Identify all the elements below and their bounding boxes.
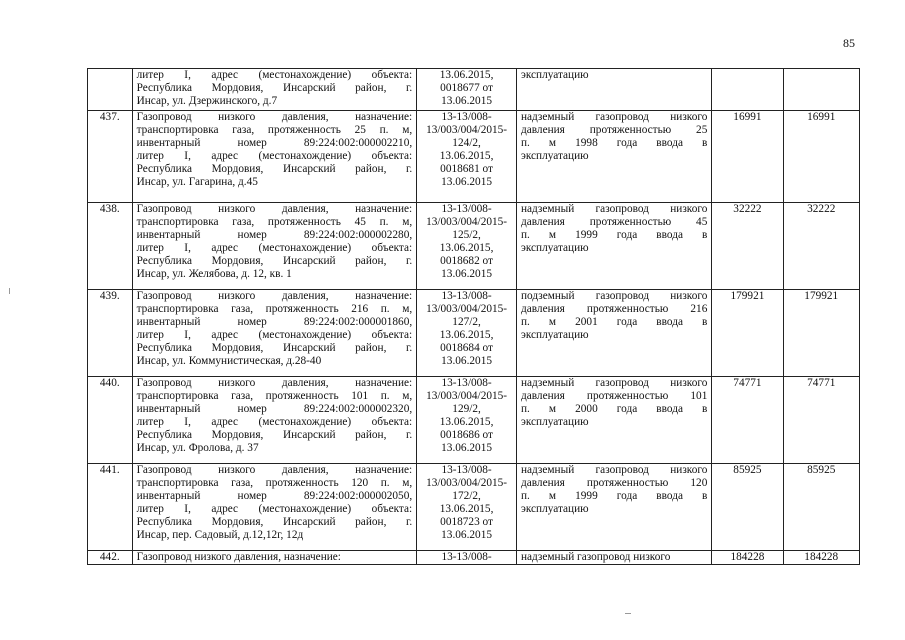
registration-record (417, 551, 517, 565)
residual-value: 179921 (783, 290, 860, 377)
object-description-line: Республика Мордовия, Инсарский район, г. (136, 255, 413, 267)
object-description-line: транспортировка газа, протяженность 101 п. м, (136, 390, 413, 402)
object-description (132, 69, 417, 111)
object-characteristics-line: эксплуатацию (520, 242, 589, 254)
registration-record-line: 0018686 от (440, 429, 493, 441)
residual-value: 16991 (783, 111, 860, 203)
object-description-line: Инсар, ул. Гагарина, д.45 (136, 176, 258, 188)
table-row (88, 551, 860, 565)
registration-record-line: 13.06.2015 (441, 355, 492, 367)
object-characteristics-line: п. м 1998 года ввода в (520, 137, 708, 149)
object-description-line: Газопровод низкого давления, назначение: (136, 290, 413, 302)
registration-record-line: 0018682 от (440, 255, 493, 267)
object-characteristics-line: давления протяженностью 25 (520, 124, 708, 136)
registration-record-line: 172/2, (452, 490, 481, 502)
object-description-line: Республика Мордовия, Инсарский район, г. (136, 163, 413, 175)
scan-mark (625, 613, 631, 614)
object-characteristics-line: п. м 1999 года ввода в (520, 229, 708, 241)
object-characteristics-line: надземный газопровод низкого (520, 203, 708, 215)
registration-record (417, 377, 517, 464)
object-characteristics-line: давления протяженностью 120 (520, 477, 708, 489)
object-characteristics-line: эксплуатацию (520, 150, 589, 162)
book-value: 184228 (712, 551, 783, 565)
object-description-line: литер I, адрес (местонахождение) объекта: (136, 242, 413, 254)
registration-record-line: 13.06.2015 (441, 529, 492, 541)
row-number: 439. (88, 290, 133, 377)
registration-record-line: 13.06.2015, (439, 503, 494, 515)
object-description-line: литер I, адрес (местонахождение) объекта: (136, 416, 413, 428)
scan-mark (9, 288, 10, 294)
registration-record-line: 13/003/004/2015- (426, 216, 508, 228)
object-characteristics-line: надземный газопровод низкого (520, 551, 671, 563)
registration-record-line: 13/003/004/2015- (426, 390, 508, 402)
object-description-line: литер I, адрес (местонахождение) объекта: (136, 503, 413, 515)
registration-record (417, 203, 517, 290)
object-description-line: Газопровод низкого давления, назначение: (136, 551, 341, 563)
row-number: 441. (88, 464, 133, 551)
object-characteristics-line: п. м 1999 года ввода в (520, 490, 708, 502)
object-description-line: транспортировка газа, протяженность 216 п. м, (136, 303, 413, 315)
object-description-line: литер I, адрес (местонахождение) объекта: (136, 329, 413, 341)
book-value: 74771 (712, 377, 783, 464)
object-characteristics (516, 111, 711, 203)
registration-record-line: 13-13/008- (441, 377, 492, 389)
object-description-line: транспортировка газа, протяженность 45 п. м, (136, 216, 413, 228)
object-characteristics (516, 203, 711, 290)
book-value: 179921 (712, 290, 783, 377)
object-characteristics (516, 290, 711, 377)
registration-record-line: 13/003/004/2015- (426, 303, 508, 315)
residual-value (783, 69, 860, 111)
row-number: 442. (88, 551, 133, 565)
registration-record (417, 111, 517, 203)
registration-record-line: 124/2, (452, 137, 481, 149)
residual-value: 74771 (783, 377, 860, 464)
registration-record (417, 290, 517, 377)
object-characteristics-line: надземный газопровод низкого (520, 111, 708, 123)
book-value (712, 69, 783, 111)
object-characteristics (516, 69, 711, 111)
object-description (132, 464, 417, 551)
object-description-line: Республика Мордовия, Инсарский район, г. (136, 429, 413, 441)
object-characteristics-line: эксплуатацию (520, 416, 589, 428)
object-description-line: Инсар, ул. Фролова, д. 37 (136, 442, 259, 454)
object-description-line: Инсар, ул. Дзержинского, д.7 (136, 95, 278, 107)
book-value: 85925 (712, 464, 783, 551)
object-characteristics-line: давления протяженностью 216 (520, 303, 708, 315)
object-characteristics-line: эксплуатацию (520, 69, 589, 81)
table-row (88, 377, 860, 464)
registration-record-line: 129/2, (452, 403, 481, 415)
object-description-line: литер I, адрес (местонахождение) объекта: (136, 69, 413, 81)
object-description-line: инвентарный номер 89:224:002:000002280, (136, 229, 413, 241)
object-characteristics-line: давления протяженностью 45 (520, 216, 708, 228)
registration-record-line: 0018681 от (440, 163, 493, 175)
object-description-line: Газопровод низкого давления, назначение: (136, 464, 413, 476)
object-description-line: транспортировка газа, протяженность 25 п. м, (136, 124, 413, 136)
object-characteristics-line: подземный газопровод низкого (520, 290, 708, 302)
registration-record-line: 13-13/008- (441, 464, 492, 476)
registration-record-line: 13.06.2015, (439, 150, 494, 162)
object-description-line: Инсар, ул. Коммунистическая, д.28-40 (136, 355, 322, 367)
object-description-line: Республика Мордовия, Инсарский район, г. (136, 516, 413, 528)
registration-record-line: 13.06.2015, (439, 69, 494, 81)
row-number: 437. (88, 111, 133, 203)
object-description-line: инвентарный номер 89:224:002:000002050, (136, 490, 413, 502)
object-characteristics-line: эксплуатацию (520, 329, 589, 341)
registration-record-line: 13-13/008- (441, 290, 492, 302)
object-description-line: Инсар, пер. Садовый, д.12,12г, 12д (136, 529, 304, 541)
object-characteristics-line: надземный газопровод низкого (520, 464, 708, 476)
registration-record (417, 69, 517, 111)
book-value: 32222 (712, 203, 783, 290)
registration-record-line: 13-13/008- (441, 551, 492, 563)
registration-record-line: 13/003/004/2015- (426, 477, 508, 489)
row-number: 438. (88, 203, 133, 290)
row-number: 440. (88, 377, 133, 464)
registration-record-line: 0018677 от (440, 82, 493, 94)
object-description-line: Республика Мордовия, Инсарский район, г. (136, 82, 413, 94)
registration-record-line: 0018684 от (440, 342, 493, 354)
row-number (88, 69, 133, 111)
table-row (88, 290, 860, 377)
object-characteristics-line: п. м 2001 года ввода в (520, 316, 708, 328)
object-description (132, 111, 417, 203)
object-description (132, 377, 417, 464)
book-value: 16991 (712, 111, 783, 203)
registration-record (417, 464, 517, 551)
registry-table (87, 68, 860, 565)
object-description-line: Инсар, ул. Желябова, д. 12, кв. 1 (136, 268, 292, 280)
registration-record-line: 13.06.2015 (441, 95, 492, 107)
residual-value: 184228 (783, 551, 860, 565)
object-characteristics-line: п. м 2000 года ввода в (520, 403, 708, 415)
table-row (88, 111, 860, 203)
registration-record-line: 13.06.2015, (439, 416, 494, 428)
object-description-line: Газопровод низкого давления, назначение: (136, 377, 413, 389)
object-description (132, 290, 417, 377)
object-description-line: инвентарный номер 89:224:002:000002210, (136, 137, 413, 149)
table-row (88, 203, 860, 290)
registration-record-line: 13.06.2015, (439, 242, 494, 254)
object-characteristics (516, 377, 711, 464)
registration-record-line: 0018723 от (440, 516, 493, 528)
object-description (132, 551, 417, 565)
object-description-line: транспортировка газа, протяженность 120 п. м, (136, 477, 413, 489)
registration-record-line: 13.06.2015 (441, 176, 492, 188)
residual-value: 32222 (783, 203, 860, 290)
registration-record-line: 13/003/004/2015- (426, 124, 508, 136)
registration-record-line: 13.06.2015, (439, 329, 494, 341)
object-characteristics-line: надземный газопровод низкого (520, 377, 708, 389)
registration-record-line: 13.06.2015 (441, 268, 492, 280)
object-description-line: Республика Мордовия, Инсарский район, г. (136, 342, 413, 354)
object-description-line: Газопровод низкого давления, назначение: (136, 203, 413, 215)
registration-record-line: 127/2, (452, 316, 481, 328)
object-description-line: литер I, адрес (местонахождение) объекта: (136, 150, 413, 162)
registration-record-line: 13.06.2015 (441, 442, 492, 454)
registry-rows (88, 69, 860, 565)
table-row (88, 69, 860, 111)
object-characteristics (516, 464, 711, 551)
object-characteristics-line: эксплуатацию (520, 503, 589, 515)
object-characteristics (516, 551, 711, 565)
registration-record-line: 125/2, (452, 229, 481, 241)
page-number: 85 (843, 36, 855, 50)
registration-record-line: 13-13/008- (441, 203, 492, 215)
object-description (132, 203, 417, 290)
residual-value: 85925 (783, 464, 860, 551)
table-row (88, 464, 860, 551)
object-description-line: Газопровод низкого давления, назначение: (136, 111, 413, 123)
object-description-line: инвентарный номер 89:224:002:000002320, (136, 403, 413, 415)
object-characteristics-line: давления протяженностью 101 (520, 390, 708, 402)
registration-record-line: 13-13/008- (441, 111, 492, 123)
object-description-line: инвентарный номер 89:224:002:000001860, (136, 316, 413, 328)
